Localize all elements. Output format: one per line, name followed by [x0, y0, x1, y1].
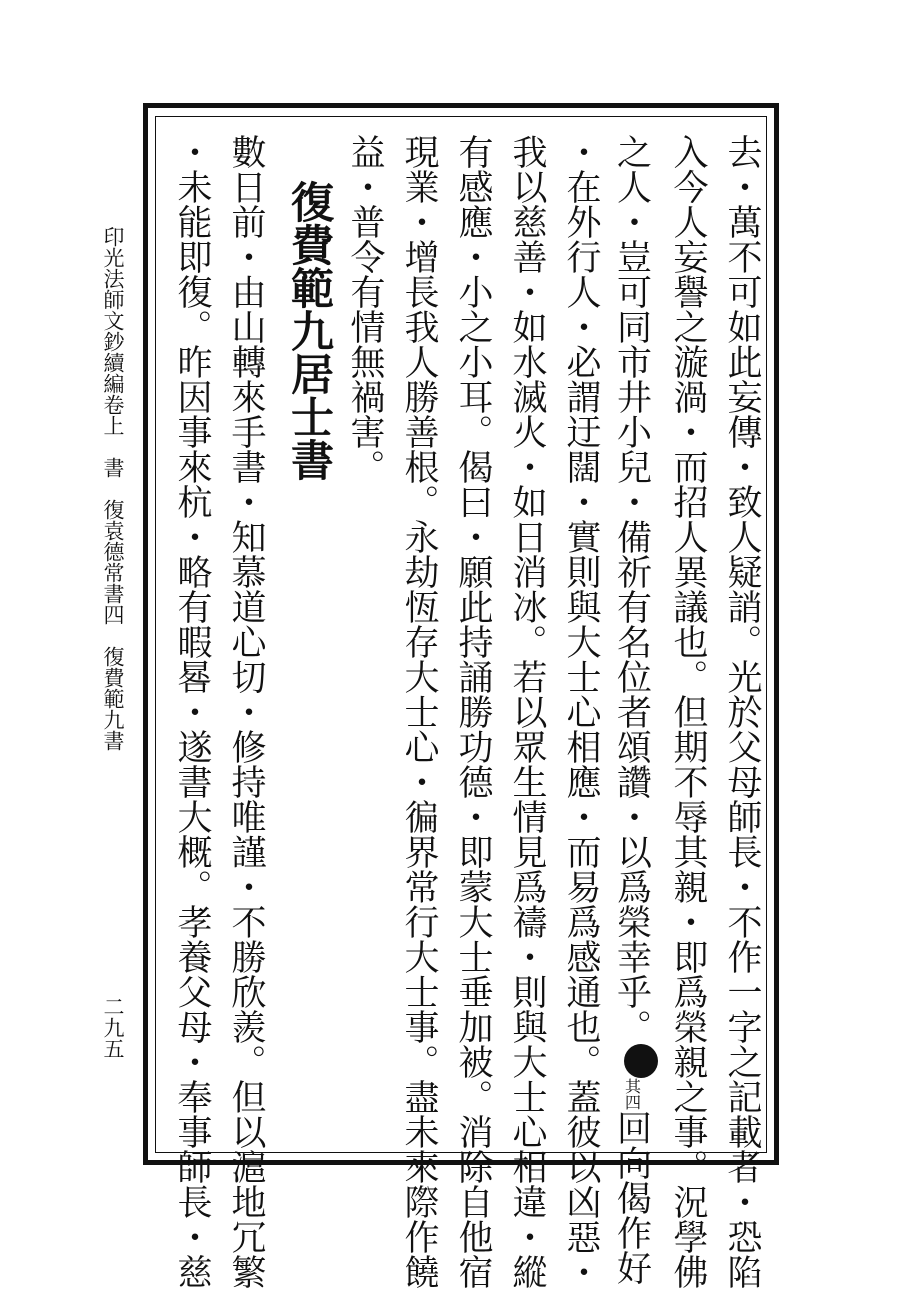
- text-column-7: 現業・增長我人勝善根。永劫恆存大士心・徧界常行大士事。盡未來際作饒: [399, 134, 439, 1289]
- note-label-1: 其: [622, 1078, 642, 1094]
- note-label-2: 四: [622, 1094, 642, 1110]
- text-column-3-main: 之人・豈可同市井小兒・備祈有名位者頌讚・以爲榮幸乎。: [611, 134, 652, 1044]
- text-column-8: 益・普令有情無禍害。: [345, 134, 385, 484]
- text-column-1: 去・萬不可如此妄傳・致人疑誚。光於父母師長・不作一字之記載者・恐陷: [722, 134, 762, 1289]
- text-column-3-tail: 回向偈作好: [611, 1110, 652, 1285]
- page-number: 二九五: [101, 996, 125, 1059]
- text-column-2: 入今人妄譽之漩渦・而招人異議也。但期不辱其親・即爲榮親之事。況學佛: [668, 134, 708, 1289]
- letter-column-1: 數日前・由山轉來手書・知慕道心切・修持唯謹・不勝欣羨。但以滬地冗繁: [226, 134, 266, 1289]
- text-column-6: 有感應・小之小耳。偈曰・願此持誦勝功德・即蒙大士垂加被。消除自他宿: [453, 134, 493, 1289]
- text-column-4: ・在外行人・必謂迂闊・實則與大士心相應・而易爲感通也。蓋彼以凶惡・: [561, 134, 601, 1289]
- letter-column-2: ・未能即復。昨因事來杭・略有暇晷・遂書大概。孝養父母・奉事師長・慈: [172, 134, 212, 1289]
- letter-title: 復費範九居士書: [284, 180, 334, 481]
- note-label: [623, 1078, 642, 1110]
- running-head: 印光法師文鈔續編卷上 書 復袁德常書四 復費範九書: [101, 226, 125, 751]
- note-marker-icon: [624, 1044, 658, 1078]
- text-column-5: 我以慈善・如水滅火・如日消冰。若以眾生情見爲禱・則與大士心相違・縱: [507, 134, 547, 1289]
- text-column-3: [610, 134, 658, 1285]
